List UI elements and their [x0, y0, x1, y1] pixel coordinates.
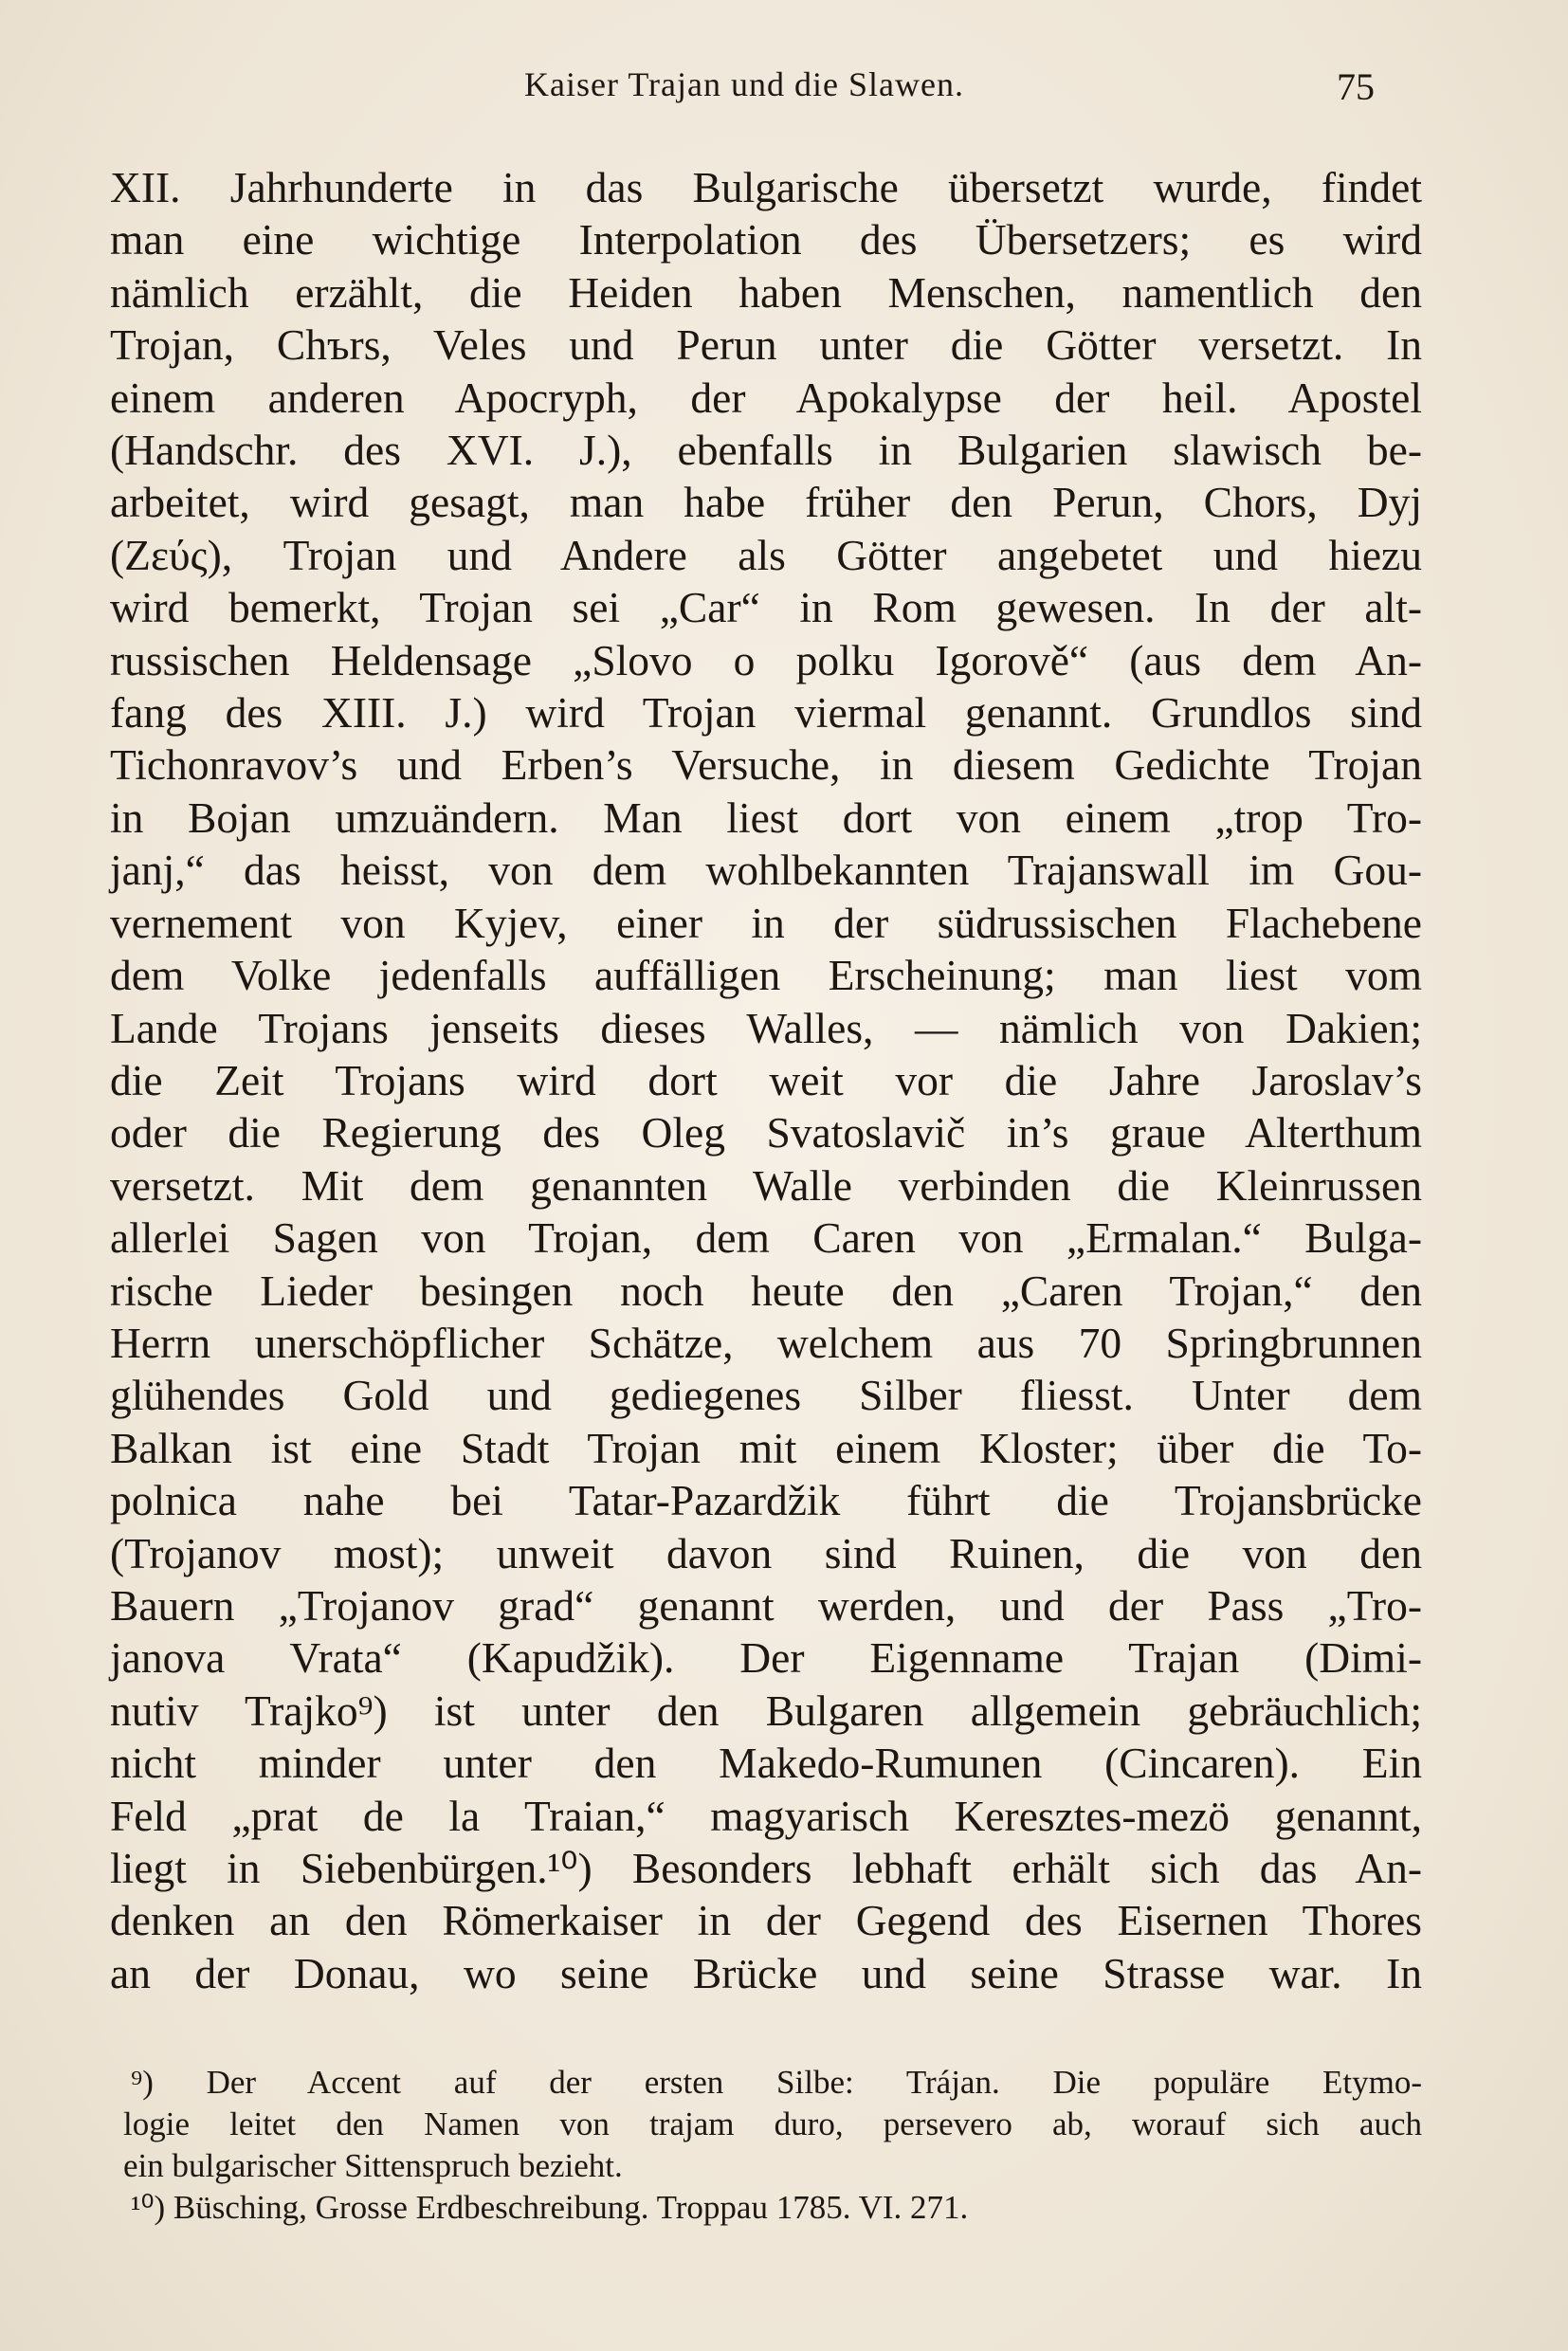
text-line: Bauern „Trojanov grad“ genannt werden, und der Pass „Tro- [110, 1580, 1422, 1630]
text-line: denken an den Römerkaiser in der Gegend des Eisernen Thores [110, 1896, 1422, 1945]
text-line: arbeitet, wird gesagt, man habe früher den Perun, Chors, Dyj [110, 478, 1422, 527]
text-line: Balkan ist eine Stadt Trojan mit einem Kloster; über die To- [110, 1423, 1422, 1472]
text-line: dem Volke jedenfalls auffälligen Erscheinung; man liest vom [110, 951, 1422, 1000]
text-line: (Trojanov most); unweit davon sind Ruinen, die von den [110, 1528, 1422, 1577]
running-header [114, 64, 1375, 121]
footnote-9-line: ⁹) Der Accent auf der ersten Silbe: Trájan. Die populäre Etymo- [131, 2064, 1422, 2101]
text-line: fang des XIII. J.) wird Trojan viermal genannt. Grundlos sind [110, 688, 1422, 738]
footnote-9-line: ein bulgarischer Sittenspruch bezieht. [123, 2147, 623, 2184]
text-line: an der Donau, wo seine Brücke und seine Strasse war. In [110, 1948, 1422, 1997]
text-line: wird bemerkt, Trojan sei „Car“ in Rom gewesen. In der alt- [110, 583, 1422, 632]
footnotes [123, 2062, 1422, 2229]
text-line: russischen Heldensage „Slovo o polku Igorově“ (aus dem An- [110, 635, 1422, 684]
running-title: Kaiser Trajan und die Slawen. [524, 65, 964, 103]
text-line: in Bojan umzuändern. Man liest dort von einem „trop Tro- [110, 793, 1422, 842]
text-line: nutiv Trajko⁹) ist unter den Bulgaren allgemein gebräuchlich; [110, 1686, 1422, 1735]
text-line: janj,“ das heisst, von dem wohlbekannten Trajanswall im Gou- [110, 846, 1422, 895]
footnote-10: ¹⁰) Büsching, Grosse Erdbeschreibung. Troppau 1785. VI. 271. [131, 2189, 969, 2226]
text-line: Feld „prat de la Traian,“ magyarisch Keresztes-mezö genannt, [110, 1791, 1422, 1840]
text-line: glühendes Gold und gediegenes Silber fliesst. Unter dem [110, 1371, 1422, 1420]
text-line: polnica nahe bei Tatar-Pazardžik führt die Trojansbrücke [110, 1476, 1422, 1525]
text-line: Herrn unerschöpflicher Schätze, welchem aus 70 Springbrunnen [110, 1318, 1422, 1367]
text-line: Lande Trojans jenseits dieses Walles, — nämlich von Dakien; [110, 1003, 1422, 1052]
text-line: versetzt. Mit dem genannten Walle verbinden die Kleinrussen [110, 1160, 1422, 1210]
text-line: Tichonravov’s und Erben’s Versuche, in diesem Gedichte Trojan [110, 740, 1422, 790]
text-line: oder die Regierung des Oleg Svatoslavič in’s graue Alterthum [110, 1108, 1422, 1157]
text-line: liegt in Siebenbürgen.¹⁰) Besonders lebhaft erhält sich das An- [110, 1844, 1422, 1892]
text-line: janova Vrata“ (Kapudžik). Der Eigenname Trajan (Dimi- [110, 1633, 1422, 1683]
page-number: 75 [1337, 65, 1375, 108]
text-line: die Zeit Trojans wird dort weit vor die Jahre Jaroslav’s [110, 1055, 1422, 1104]
text-line: einem anderen Apocryph, der Apokalypse der heil. Apostel [110, 373, 1422, 422]
text-line: nicht minder unter den Makedo-Rumunen (Cincaren). Ein [110, 1739, 1422, 1788]
text-line: vernement von Kyjev, einer in der südrussischen Flachebene [110, 898, 1422, 947]
text-line: allerlei Sagen von Trojan, dem Caren von „Ermalan.“ Bulga- [110, 1213, 1422, 1263]
footnote-9-line: logie leitet den Namen von trajam duro, persevero ab, worauf sich auch [123, 2105, 1422, 2142]
text-line: rische Lieder besingen noch heute den „Caren Trojan,“ den [110, 1266, 1422, 1315]
text-line: man eine wichtige Interpolation des Übersetzers; es wird [110, 215, 1422, 264]
text-line: Trojan, Chъrs, Veles und Perun unter die Götter versetzt. In [110, 320, 1422, 370]
text-line: XII. Jahrhunderte in das Bulgarische übersetzt wurde, findet [110, 163, 1422, 211]
main-text [110, 161, 1422, 1999]
text-line: (Ζεύς), Trojan und Andere als Götter angebetet und hiezu [110, 530, 1422, 579]
text-line: nämlich erzählt, die Heiden haben Menschen, namentlich den [110, 267, 1422, 317]
text-line: (Handschr. des XVI. J.), ebenfalls in Bulgarien slawisch be- [110, 426, 1422, 475]
